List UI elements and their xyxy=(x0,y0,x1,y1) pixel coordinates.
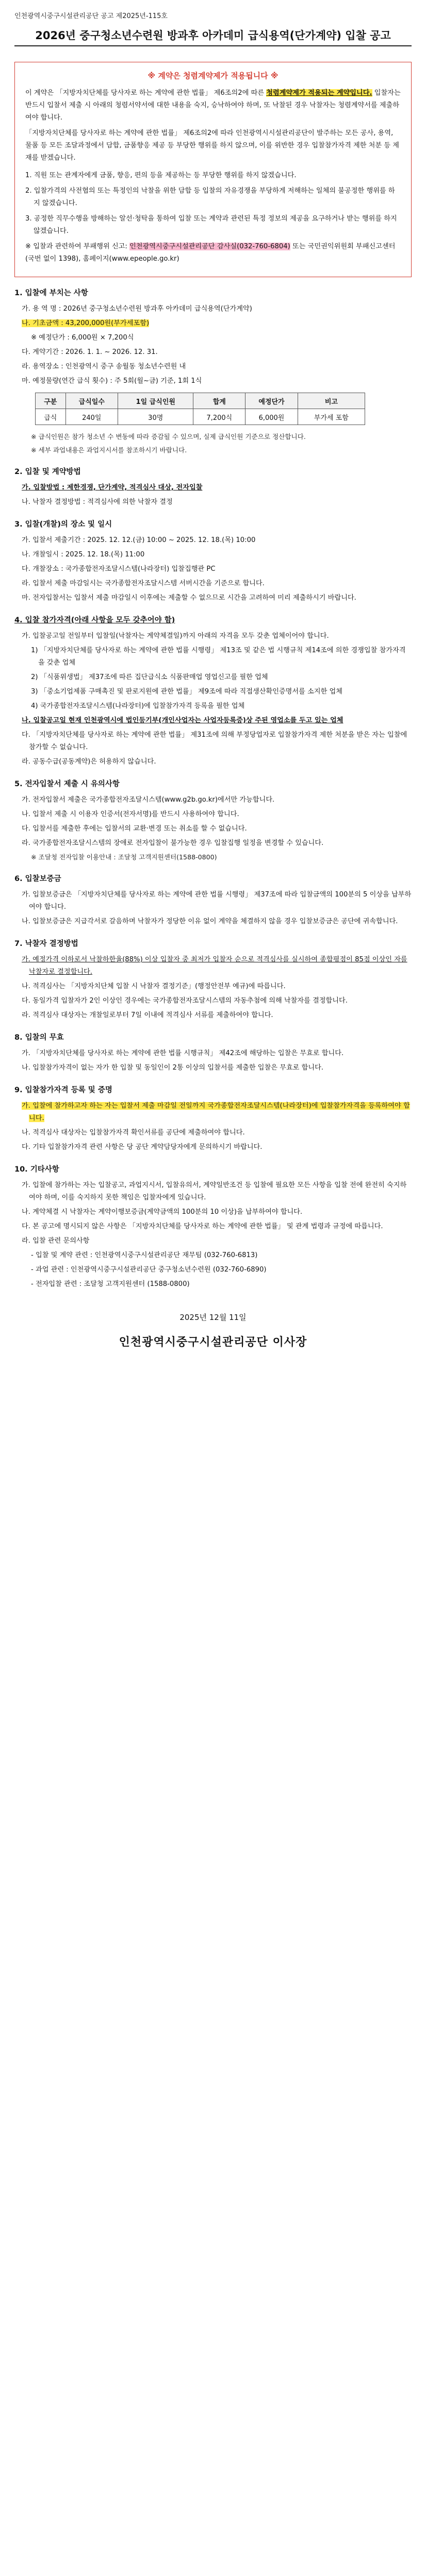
table-header-cell: 합계 xyxy=(193,393,245,409)
section-item: 나. 낙찰자 결정방법 : 적격심사에 의한 낙찰자 결정 xyxy=(22,498,173,506)
section-5 xyxy=(14,777,412,863)
section-subitem: 3) 「중소기업제품 구매촉진 및 판로지원에 관한 법률」 제9조에 따라 직접생산확인증명서를 소지한 업체 xyxy=(31,688,342,696)
table-header-row xyxy=(36,393,365,409)
section-item: 다. 입찰서를 제출한 후에는 입찰서의 교환·변경 또는 취소를 할 수 없습니다. xyxy=(22,825,247,833)
section-item: 다. 본 공고에 명시되지 않은 사항은 「지방자치단체를 당사자로 하는 계약에 관한 법률」 및 관계 법령과 규정에 따릅니다. xyxy=(22,1223,383,1230)
integrity-p1-post: 입찰자는 반드시 입찰서 제출 시 아래의 청렴서약서에 대한 내용을 숙지, 승낙하여야 하며, 또 낙찰된 경우 낙찰자는 청렴계약서를 제출하여야 합니다. xyxy=(25,89,401,122)
section-4-heading-text: 4. 입찰 참가자격(아래 사항을 모두 갖추어야 함) xyxy=(14,616,175,624)
section-item xyxy=(14,317,412,330)
section-3 xyxy=(14,518,412,604)
section-item: 나. 적격심사 대상자는 입찰참가자격 확인서류를 공단에 제출하여야 합니다. xyxy=(22,1129,245,1137)
section-heading xyxy=(14,614,412,627)
section-4 xyxy=(14,614,412,768)
section-6 xyxy=(14,872,412,928)
section-item xyxy=(14,482,412,494)
section-item: 가. 입찰보증금은 「지방자치단체를 당사자로 하는 계약에 관한 법률 시행령」 제37조에 따라 입찰금액의 100분의 5 이상을 납부하여야 합니다. xyxy=(22,891,412,911)
section-heading: 1. 입찰에 부치는 사항 xyxy=(14,289,88,297)
section-item: 가. 전자입찰서 제출은 국가종합전자조달시스템(www.g2b.go.kr)에서만 가능합니다. xyxy=(22,796,275,804)
report-highlight: 인천광역시중구시설관리공단 감사실(032-760-6804) xyxy=(129,243,290,250)
section-item: 나. 입찰보증금은 지급각서로 갈음하며 낙찰자가 정당한 이유 없이 계약을 체결하지 않을 경우 입찰보증금은 공단에 귀속합니다. xyxy=(22,918,398,925)
section-note: ※ 조달청 전자입찰 이용안내 : 조달청 고객지원센터(1588-0800) xyxy=(31,853,217,861)
budget-sub: ※ 예정단가 : 6,000원 × 7,200식 xyxy=(31,334,134,342)
section-item: 가. 입찰공고일 전일부터 입찰일(낙찰자는 계약체결일)까지 아래의 자격을 모두 갖춘 업체이어야 합니다. xyxy=(22,632,329,640)
section-item: 마. 전자입찰서는 입찰서 제출 마감일시 이후에는 제출할 수 없으므로 시간을 고려하여 미리 제출하시기 바랍니다. xyxy=(22,594,356,602)
report-pre: ※ 입찰과 관련하여 부패행위 신고: xyxy=(25,243,130,250)
section-item: 다. 개찰장소 : 국가종합전자조달시스템(나라장터) 입찰집행관 PC xyxy=(22,565,216,573)
section-1 xyxy=(14,286,412,456)
table-header-cell: 예정단가 xyxy=(245,393,298,409)
integrity-item: 1. 직원 또는 관계자에게 금품, 향응, 편의 등을 제공하는 등 부당한 행위를 하지 않겠습니다. xyxy=(25,172,297,179)
table-cell: 30명 xyxy=(118,409,193,425)
section-subitem: 2) 「식품위생법」 제37조에 따른 집단급식소 식품판매업 영업신고를 필한 업체 xyxy=(31,673,268,681)
section-item: 나. 입찰참가자격이 없는 자가 한 입찰 및 동일인이 2통 이상의 입찰서를 제출한 입찰은 무효로 합니다. xyxy=(22,1064,324,1072)
integrity-paragraph-1 xyxy=(25,87,401,124)
table-row xyxy=(36,409,365,425)
section-item: 마. 예정물량(연간 급식 횟수) : 주 5회(월~금) 기준, 1회 1식 xyxy=(22,377,202,385)
section-note: ※ 세부 과업내용은 과업지시서를 참조하시기 바랍니다. xyxy=(31,446,187,454)
quantity-table xyxy=(35,393,365,425)
section-8 xyxy=(14,1031,412,1074)
integrity-report-line xyxy=(25,241,401,265)
section-subitem: 1) 「지방자치단체를 당사자로 하는 계약에 관한 법률 시행령」 제13조 및 같은 법 시행규칙 제14조에 의한 경쟁입찰 참가자격을 갖춘 업체 xyxy=(31,647,406,667)
table-header-cell: 비고 xyxy=(298,393,365,409)
issuing-organization: 인천광역시중구시설관리공단 이사장 xyxy=(119,1336,307,1349)
section-item: 라. 입찰 관련 문의사항 xyxy=(22,1237,90,1245)
section-item: 가. 용 역 명 : 2026년 중구청소년수련원 방과후 아카데미 급식용역(단가계약) xyxy=(22,305,252,313)
section-item: 라. 국가종합전자조달시스템의 장애로 전자입찰이 불가능한 경우 입찰집행 일정을 변경할 수 있습니다. xyxy=(22,839,324,847)
integrity-paragraph-2: 「지방자치단체를 당사자로 하는 계약에 관한 법률」 제6조의2에 따라 인천광역시시설관리공단이 발주하는 모든 공사, 용역, 물품 등 모든 조달과정에서 담합, 금품향응 제공 등 부당한 행위를 하지 않으며, 이를 위반한 경우 입찰참가자격 제한 처분 등 제재를 받겠습니다. xyxy=(25,129,399,162)
section-heading: 8. 입찰의 무효 xyxy=(14,1033,64,1042)
section-item: 나. 개찰일시 : 2025. 12. 18.(목) 11:00 xyxy=(22,551,145,558)
section-item: 다. 계약기간 : 2026. 1. 1. ~ 2026. 12. 31. xyxy=(22,348,158,356)
budget-highlight: 나. 기초금액 : 43,200,000원(부가세포함) xyxy=(22,319,150,327)
section-item: 가. 입찰에 참가하는 자는 입찰공고, 과업지시서, 입찰유의서, 계약일반조건 등 입찰에 필요한 모든 사항을 입찰 전에 완전히 숙지하여야 하며, 이를 숙지하지 못한 책임은 입찰자에게 있습니다. xyxy=(22,1181,407,1201)
integrity-box-title: ※ 계약은 청렴계약제가 적용됩니다 ※ xyxy=(148,71,278,80)
section-item: 라. 용역장소 : 인천광역시 중구 송월동 청소년수련원 내 xyxy=(22,363,186,370)
section-item: 가. 입찰서 제출기간 : 2025. 12. 12.(금) 10:00 ~ 2025. 12. 18.(목) 10:00 xyxy=(22,536,256,544)
integrity-list xyxy=(25,170,401,238)
integrity-item: 3. 공정한 직무수행을 방해하는 알선·청탁을 통하여 입찰 또는 계약과 관련된 특정 정보의 제공을 요구하거나 받는 행위를 하지 않겠습니다. xyxy=(25,215,397,235)
section-heading: 2. 입찰 및 계약방법 xyxy=(14,468,81,476)
table-header-cell: 급식일수 xyxy=(65,393,118,409)
section-heading: 3. 입찰(개찰)의 장소 및 일시 xyxy=(14,520,112,529)
section-heading: 9. 입찰참가자격 등록 및 증명 xyxy=(14,1086,112,1094)
table-cell: 6,000원 xyxy=(245,409,298,425)
section-item: 다. 동일가격 입찰자가 2인 이상인 경우에는 국가종합전자조달시스템의 자동추첨에 의해 낙찰자를 결정합니다. xyxy=(22,997,348,1005)
table-cell: 240일 xyxy=(65,409,118,425)
award-method-highlight: 가. 예정가격 이하로서 낙찰하한율(88%) 이상 입찰자 중 최저가 입찰자 순으로 적격심사를 실시하여 종합평점이 85점 이상인 자를 낙찰자로 결정합니다. xyxy=(22,956,407,976)
section-item: 가. 「지방자치단체를 당사자로 하는 계약에 관한 법률 시행규칙」 제42조에 해당하는 입찰은 무효로 합니다. xyxy=(22,1049,344,1057)
integrity-notice-box xyxy=(14,62,412,277)
section-heading: 5. 전자입찰서 제출 시 유의사항 xyxy=(14,780,120,788)
contact-line: - 입찰 및 계약 관련 : 인천광역시중구시설관리공단 재무팀 (032-760-6813) xyxy=(31,1251,258,1259)
method-highlight: 가. 입찰방법 : 제한경쟁, 단가계약, 적격심사 대상, 전자입찰 xyxy=(22,484,203,492)
section-item xyxy=(14,715,412,727)
registration-highlight: 가. 입찰에 참가하고자 하는 자는 입찰서 제출 마감일 전일까지 국가종합전자조달시스템(나라장터)에 입찰참가자격을 등록하여야 합니다. xyxy=(22,1102,410,1122)
section-2 xyxy=(14,465,412,509)
notice-title: 2026년 중구청소년수련원 방과후 아카데미 급식용역(단가계약) 입찰 공고 xyxy=(35,29,391,42)
section-7 xyxy=(14,937,412,1022)
section-subitem: 4) 국가종합전자조달시스템(나라장터)에 입찰참가자격 등록을 필한 업체 xyxy=(31,702,245,710)
table-header-cell: 구분 xyxy=(36,393,66,409)
region-requirement: 나. 입찰공고일 현재 인천광역시에 법인등기부(개인사업자는 사업자등록증)상 주된 영업소를 두고 있는 업체 xyxy=(22,717,343,724)
notice-number: 인천광역시중구시설관리공단 공고 제2025년-115호 xyxy=(14,12,168,20)
report-post: 또는 국민권익위원회 부패신고센터(국번 없이 1398), 홈페이지(www.epeople.go.kr) xyxy=(25,243,396,263)
section-heading: 7. 낙찰자 결정방법 xyxy=(14,940,78,948)
section-10 xyxy=(14,1163,412,1291)
section-item: 라. 입찰서 제출 마감일시는 국가종합전자조달시스템 서버시간을 기준으로 합니다. xyxy=(22,580,265,587)
title-divider xyxy=(14,45,412,46)
integrity-p1-highlight: 청렴계약제가 적용되는 계약입니다. xyxy=(266,89,372,97)
section-note: ※ 급식인원은 참가 청소년 수 변동에 따라 증감될 수 있으며, 실제 급식인원 기준으로 정산합니다. xyxy=(31,433,306,440)
table-cell: 7,200식 xyxy=(193,409,245,425)
section-item: 라. 적격심사 대상자는 개찰일로부터 7일 이내에 적격심사 서류를 제출하여야 합니다. xyxy=(22,1011,273,1019)
notice-date: 2025년 12월 11일 xyxy=(179,1313,247,1322)
section-heading: 6. 입찰보증금 xyxy=(14,875,61,883)
section-item: 나. 계약체결 시 낙찰자는 계약이행보증금(계약금액의 100분의 10 이상)을 납부하여야 합니다. xyxy=(22,1208,303,1216)
integrity-item: 2. 입찰가격의 사전협의 또는 특정인의 낙찰을 위한 담합 등 입찰의 자유경쟁을 부당하게 저해하는 일체의 불공정한 행위를 하지 않겠습니다. xyxy=(25,187,395,207)
section-9 xyxy=(14,1083,412,1154)
section-item: 다. 기타 입찰참가자격 관련 사항은 당 공단 계약담당자에게 문의하시기 바랍니다. xyxy=(22,1143,263,1151)
section-item xyxy=(14,954,412,978)
table-cell: 부가세 포함 xyxy=(298,409,365,425)
integrity-p1-pre: 이 계약은 「지방자치단체를 당사자로 하는 계약에 관한 법률」 제6조의2에 따른 xyxy=(25,89,267,97)
section-item: 나. 입찰서 제출 시 이용자 인증서(전자서명)를 반드시 사용하여야 합니다. xyxy=(22,810,239,818)
contact-line: - 전자입찰 관련 : 조달청 고객지원센터 (1588-0800) xyxy=(31,1280,190,1288)
table-cell: 급식 xyxy=(36,409,66,425)
contact-line: - 과업 관련 : 인천광역시중구시설관리공단 중구청소년수련원 (032-760-6890) xyxy=(31,1266,267,1274)
section-item: 라. 공동수급(공동계약)은 허용하지 않습니다. xyxy=(22,758,156,766)
section-item xyxy=(14,1100,412,1125)
section-item: 나. 적격심사는 「지방자치단체 입찰 시 낙찰자 결정기준」(행정안전부 예규)에 따릅니다. xyxy=(22,982,286,990)
table-header-cell: 1일 급식인원 xyxy=(118,393,193,409)
section-heading: 10. 기타사항 xyxy=(14,1165,59,1174)
section-item: 다. 「지방자치단체를 당사자로 하는 계약에 관한 법률」 제31조에 의해 부정당업자로 입찰참가자격 제한 처분을 받은 자는 입찰에 참가할 수 없습니다. xyxy=(22,731,407,751)
